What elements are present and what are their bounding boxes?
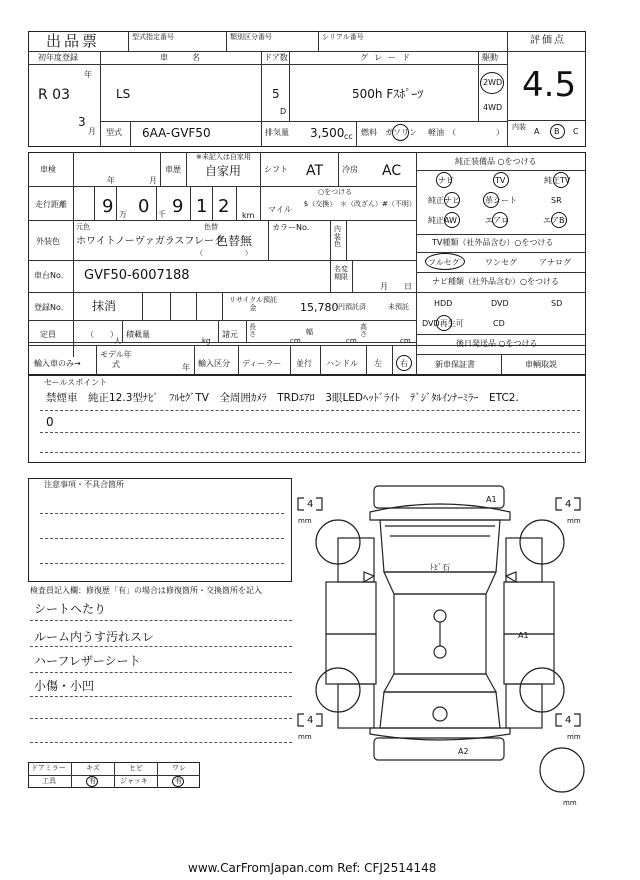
type-cert-label: 型式指定番号 <box>132 33 174 41</box>
tamper-label: ＊（改ざん） <box>340 200 382 208</box>
displacement-label: 排気量 <box>265 128 289 137</box>
notes-panel <box>28 478 292 582</box>
equip-genuine-aw: 純正AW <box>428 216 457 225</box>
navi-cd: CD <box>493 319 505 328</box>
mileage-digit-5: 2 <box>218 196 230 217</box>
car-name-label: 車 名 <box>160 53 208 62</box>
capacity-parens: （ ） <box>86 330 118 339</box>
navi-sd: SD <box>551 299 563 308</box>
namechange-label: 名変期限 <box>334 265 348 282</box>
handle-right: 右 <box>400 359 408 368</box>
docs-title: 後日発送品 ○をつける <box>456 339 538 348</box>
damage-windshield: ﾄﾋﾞ石 <box>430 563 450 572</box>
first-reg-month-unit: 月 <box>88 127 96 136</box>
tire-mm-rr: mm <box>567 733 581 741</box>
navi-type-title: ナビ種類（社外品含む）○をつける <box>432 277 559 286</box>
color-label: 外装色 <box>36 237 60 246</box>
equip-sr: SR <box>551 196 562 205</box>
kg-unit: kg <box>202 337 211 345</box>
inspection-label: 車検 <box>40 165 56 174</box>
inspector-line-1: シートヘたり <box>34 602 107 616</box>
watermark: www.CarFromJapan.com Ref: CFJ2514148 <box>188 861 437 875</box>
equipment-title: 純正装備品 ○をつける <box>455 157 537 166</box>
tire-depth-rr: 4 <box>565 715 572 726</box>
legend-break: ワレ <box>172 764 186 772</box>
door-suffix: D <box>280 107 287 116</box>
reg-value: 抹消 <box>92 299 117 313</box>
shift-value: AT <box>306 163 324 179</box>
score-value: 4.5 <box>522 65 577 105</box>
length-label: 長さ <box>249 323 256 339</box>
first-reg-year: R 03 <box>38 87 70 103</box>
length-cm: cm <box>290 337 301 345</box>
history-label: 車歴 <box>165 165 181 174</box>
legend-crack: ヒビ <box>129 764 143 772</box>
fuel-open: （ <box>448 128 456 137</box>
legend-tools: 工具 <box>42 777 56 785</box>
right-rear-fender <box>506 684 542 728</box>
orig-color-label: 元色 <box>76 223 90 231</box>
mileage-digit-1: 9 <box>102 196 114 217</box>
mileage-circle-note: ○をつける <box>318 188 353 196</box>
inspector-line-3: ハーフレザーシート <box>34 654 141 668</box>
tire-mm-rl: mm <box>298 733 312 741</box>
history-note: ※未記入は自家用 <box>196 153 251 161</box>
capacity-unit: 人 <box>114 337 121 345</box>
paint-label: 色替 <box>204 223 218 231</box>
equip-genuine-tv: 純正TV <box>544 176 571 185</box>
mileage-digit-2: 0 <box>138 196 150 217</box>
front-bumper <box>374 486 504 508</box>
right-front-fender <box>506 538 542 582</box>
fuel-close: ） <box>496 128 504 137</box>
model-year-label: モデル年式 <box>100 350 132 369</box>
fuel-label: 燃料 <box>361 128 377 137</box>
tire-depth-fl: 4 <box>307 499 314 510</box>
first-reg-year-unit: 年 <box>84 70 92 79</box>
interior-grade-c: C <box>573 127 579 136</box>
navi-dvd-play: DVD再生可 <box>422 319 464 328</box>
unknown-label: #（不明） <box>382 200 416 208</box>
form-title: 出品票 <box>46 32 101 50</box>
interior-label: 内装 <box>512 123 526 131</box>
legend-tools-yes: 有 <box>89 777 96 785</box>
left-rear-fender <box>338 684 374 728</box>
spare-mm: mm <box>563 799 577 807</box>
sales-label: セールスポイント <box>44 378 108 387</box>
car-name: LS <box>116 87 131 101</box>
height-label: 高さ <box>360 323 367 339</box>
dealer-label: ディーラー <box>242 359 282 368</box>
car-diagram <box>290 476 590 806</box>
category-label: 類別区分番号 <box>230 33 272 41</box>
trunk <box>380 692 500 728</box>
ac-label: 冷房 <box>342 165 358 174</box>
equip-genuine-navi: 純正ナビ <box>428 196 460 205</box>
sen-unit: 千 <box>158 210 166 219</box>
sales-line2: 0 <box>46 415 54 429</box>
history-value: 自家用 <box>205 164 242 178</box>
namechange-day: 日 <box>404 282 412 291</box>
equip-leather: 革シート <box>485 196 517 205</box>
paint-parens: （ ） <box>196 249 252 257</box>
interior-b-circle <box>550 124 565 139</box>
model-year-unit: 年 <box>182 363 190 372</box>
drive-4wd: 4WD <box>483 103 503 112</box>
reg-label: 登録No. <box>34 303 64 312</box>
not-deposited: 未預託 <box>388 303 409 311</box>
legend-jack: ジャッキ <box>120 777 148 785</box>
shift-label: シフト <box>264 165 288 174</box>
spare-tire <box>540 748 584 792</box>
chassis-value: GVF50-6007188 <box>84 268 190 283</box>
equip-tv: TV <box>495 176 506 185</box>
door-count: 5 <box>272 87 280 101</box>
width-label: 幅 <box>306 328 313 336</box>
recycle-value: 15,780 <box>300 301 339 314</box>
grade: 500h Fｽﾎﾟｰﾂ <box>352 87 424 101</box>
navi-hdd: HDD <box>434 299 453 308</box>
docs-warranty: 新車保証書 <box>435 360 475 369</box>
legend-jack-yes: 有 <box>175 777 182 785</box>
tv-fullseg: フルセグ <box>428 258 460 267</box>
legend-scratch: キズ <box>86 764 100 772</box>
windshield <box>384 572 496 594</box>
inspector-label: 検査員記入欄：修復歴「有」の場合は修復箇所・交換箇所を記入 <box>30 586 262 595</box>
fuel-gasoline-circle <box>392 124 409 141</box>
drive-2wd-circle <box>480 72 504 94</box>
ac-value: AC <box>382 163 402 179</box>
load-label: 積載量 <box>126 330 150 339</box>
inspector-line-2: ルーム内うす汚れスレ <box>34 630 155 644</box>
displacement: 3,500 <box>310 126 345 140</box>
model-code: 6AA-GVF50 <box>142 126 211 140</box>
tire-mm-fl: mm <box>298 517 312 525</box>
chassis-label: 車台No. <box>34 271 64 280</box>
mileage-label: 走行距離 <box>35 200 67 209</box>
sales-panel <box>28 375 586 463</box>
tire-mm-fr: mm <box>567 517 581 525</box>
orig-color: ホワイトノーヴァガラスフレーク <box>76 236 224 247</box>
recycle-label: リサイクル預託金 <box>228 296 278 313</box>
mile-label: マイル <box>268 205 292 214</box>
right-front-door <box>504 582 554 634</box>
left-front-fender <box>338 538 374 582</box>
interior-grade-b: B <box>554 127 560 136</box>
paint-value: 色替無 <box>216 234 253 248</box>
serial-label: シリアル番号 <box>322 33 364 41</box>
docs-manual: 車輌取説 <box>525 360 557 369</box>
rear-bumper <box>374 738 504 760</box>
mileage-digit-3: 9 <box>172 196 184 217</box>
sales-points: 禁煙車 純正12.3型ﾅﾋﾞ ﾌﾙｾｸﾞTV 全周囲ｶﾒﾗ TRDｴｱﾛ 3眼LEDﾍｯﾄﾞﾗｲﾄ ﾃﾞｼﾞﾀﾙｲﾝﾅｰﾐﾗｰ ETC2. <box>46 392 519 404</box>
capacity-label: 定員 <box>40 330 56 339</box>
model-label: 型式 <box>106 128 122 137</box>
navi-dvd: DVD <box>491 299 509 308</box>
grade-label: グレード <box>360 53 416 62</box>
legend-door-mirror: ドアミラー <box>31 764 66 772</box>
damage-right-door: A1 <box>518 631 529 640</box>
left-front-door <box>326 582 376 634</box>
handle-label: ハンドル <box>326 359 358 368</box>
equip-airbag: エアB <box>543 216 565 225</box>
inspection-month-unit: 月 <box>149 176 157 185</box>
drive-label: 駆動 <box>482 53 498 62</box>
tv-type-title: TV種類（社外品含む）○をつける <box>432 238 554 247</box>
man-unit: 万 <box>119 210 127 219</box>
first-reg-month: 3 <box>78 115 86 129</box>
colorno-label: カラーNo. <box>272 223 310 232</box>
notes-label: 注意事項・不具合箇所 <box>44 480 124 489</box>
recycle-unit: 円預託済 <box>338 303 366 311</box>
mileage-digit-4: 1 <box>196 196 208 217</box>
inspection-year-unit: 年 <box>107 176 115 185</box>
fuel-gasoline: ガソリン <box>385 128 417 137</box>
equip-aero: エアロ <box>485 216 509 225</box>
tire-depth-fr: 4 <box>565 499 572 510</box>
handle-left: 左 <box>374 359 382 368</box>
interior-color-label: 内装色 <box>334 225 341 249</box>
height-cm: cm <box>400 337 411 345</box>
namechange-month-unit: 月 <box>380 282 388 291</box>
drive-2wd: 2WD <box>483 78 503 87</box>
damage-rear-bumper: A2 <box>458 747 469 756</box>
import-label: 輸入車のみ→ <box>34 359 81 368</box>
left-rear-door <box>326 634 376 684</box>
equip-navi: ナビ <box>438 176 454 185</box>
interior-grade-a: A <box>534 127 540 136</box>
fuel-diesel: 軽油 <box>428 128 444 137</box>
width-cm: cm <box>346 337 357 345</box>
km-unit: km <box>242 211 255 220</box>
door-label: ドア数 <box>264 53 288 62</box>
damage-front-bumper: A1 <box>486 495 497 504</box>
handle-right-circle <box>396 355 412 371</box>
tv-oneseg: ワンセグ <box>485 258 517 267</box>
swap-label: $（交換） <box>303 200 337 208</box>
parallel-label: 並行 <box>296 359 312 368</box>
right-rear-door <box>504 631 554 684</box>
displacement-unit: cc <box>344 132 353 141</box>
first-reg-label: 初年度登録 <box>38 53 78 62</box>
inspector-line-4: 小傷・小凹 <box>34 679 95 693</box>
tire-depth-rl: 4 <box>307 715 314 726</box>
score-label: 評価点 <box>530 35 566 46</box>
import-type-label: 輸入区分 <box>198 359 230 368</box>
dims-label: 諸元 <box>222 330 238 339</box>
tv-analog: アナログ <box>539 258 571 267</box>
rear-glass <box>384 674 496 692</box>
